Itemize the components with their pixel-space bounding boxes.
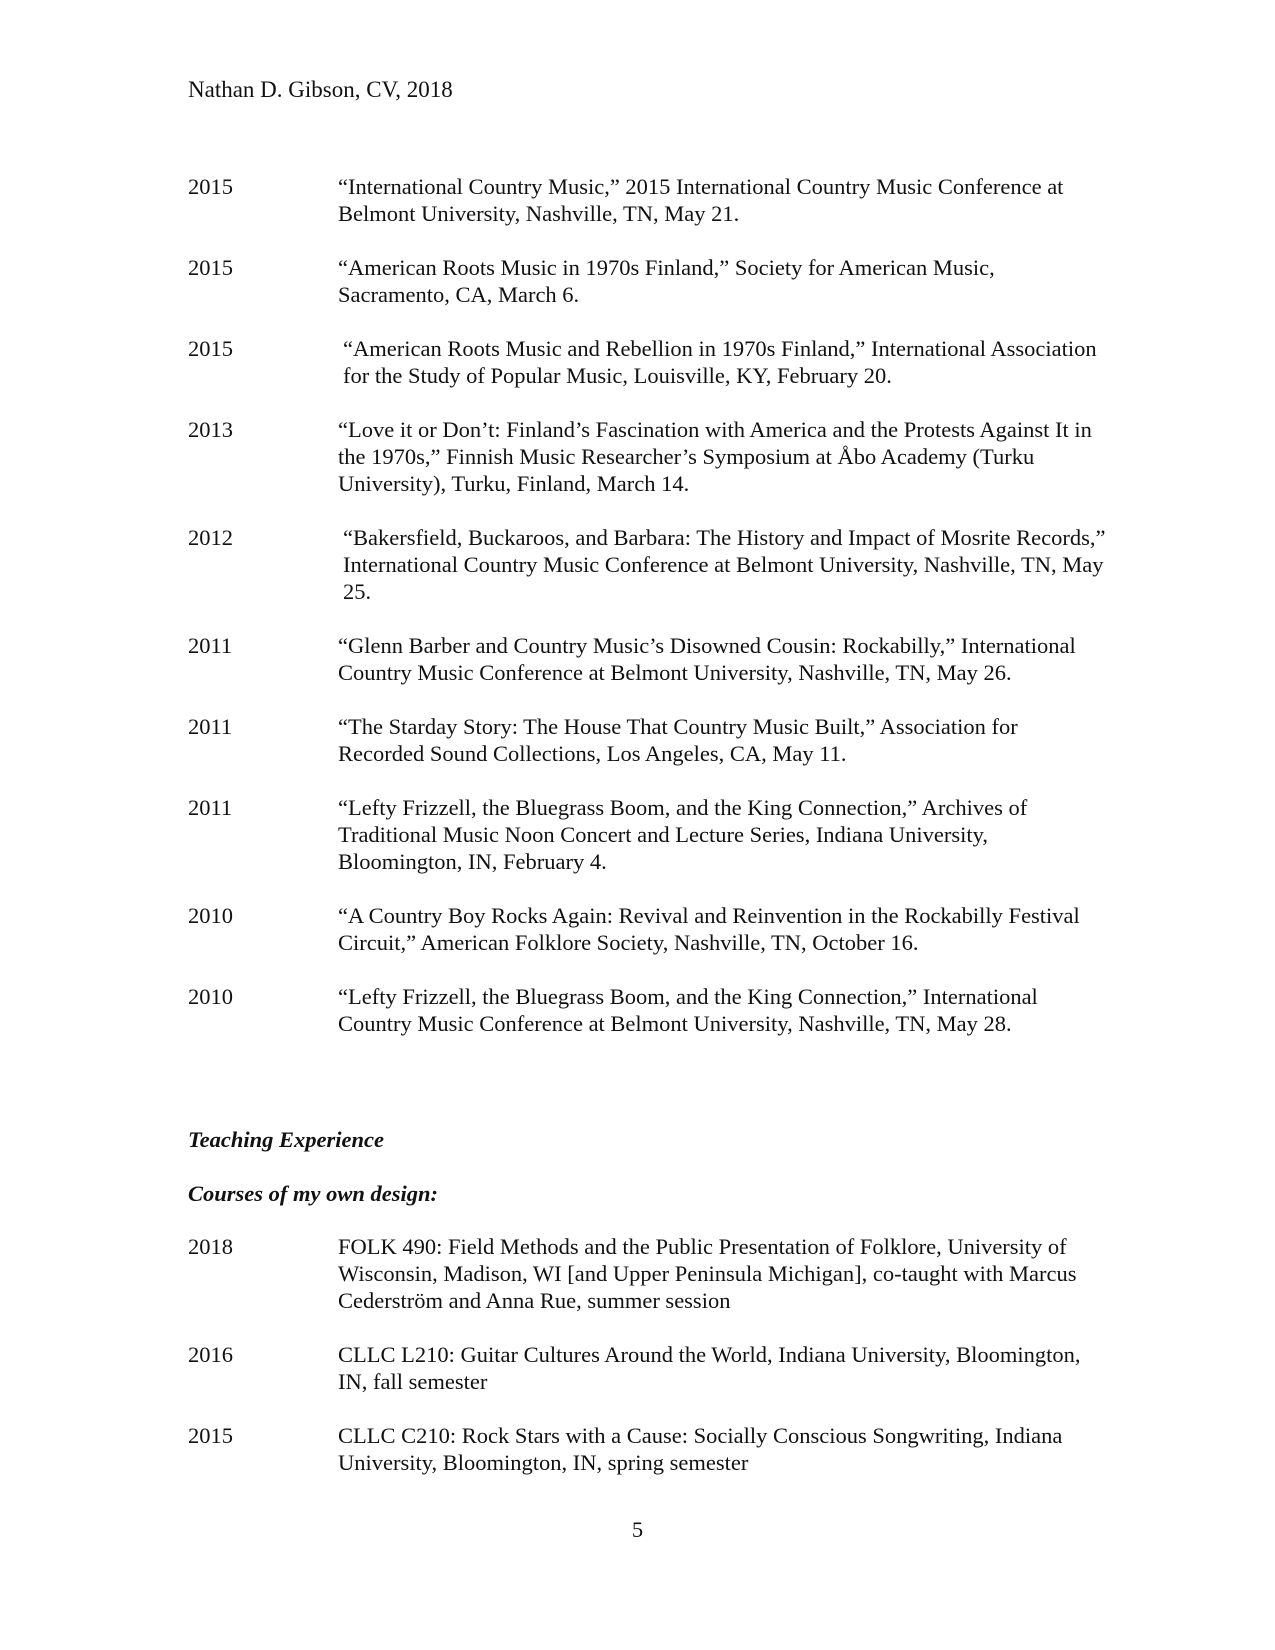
entry-year: 2010 — [188, 984, 233, 1009]
entry-text: “International Country Music,” 2015 International Country Music Conference at Belmont University, Nashville, TN, May 21. — [338, 174, 1064, 226]
list-item — [188, 632, 1108, 686]
page-number: 5 — [631, 1517, 644, 1542]
entry-year: 2012 — [188, 525, 233, 550]
list-item — [188, 173, 1108, 227]
entry-text: “Glenn Barber and Country Music’s Disowned Cousin: Rockabilly,” International Country Music Conference at Belmont University, Nashville, TN, May 26. — [338, 633, 1076, 685]
list-item — [188, 416, 1108, 497]
entry-year: 2011 — [188, 633, 233, 658]
course-text: CLLC L210: Guitar Cultures Around the World, Indiana University, Bloomington, IN, fall semester — [338, 1342, 1081, 1394]
course-text: CLLC C210: Rock Stars with a Cause: Socially Conscious Songwriting, Indiana University, Bloomington, IN, spring semester — [338, 1423, 1063, 1475]
entry-year: 2015 — [188, 174, 233, 199]
entry-text: “Bakersfield, Buckaroos, and Barbara: The History and Impact of Mosrite Records,” International Country Music Conference at Belmont University, Nashville, TN, May 25. — [343, 525, 1106, 604]
course-year: 2018 — [188, 1234, 233, 1259]
courses-list — [188, 1233, 1108, 1476]
entry-year: 2011 — [188, 714, 233, 739]
list-item — [188, 254, 1108, 308]
entry-text: “Love it or Don’t: Finland’s Fascination with America and the Protests Against It in the 1970s,” Finnish Music Researcher’s Symposium at Åbo Academy (Turku University), Turku, Finland, March 14. — [338, 417, 1092, 496]
running-header: Nathan D. Gibson, CV, 2018 — [188, 77, 453, 102]
list-item — [188, 335, 1108, 389]
list-item — [188, 713, 1108, 767]
presentations-list — [188, 173, 1108, 1037]
list-item — [188, 1233, 1108, 1314]
entry-text: “Lefty Frizzell, the Bluegrass Boom, and the King Connection,” Archives of Traditional Music Noon Concert and Lecture Series, Indiana University, Bloomington, IN, February 4. — [338, 795, 1028, 874]
entry-text: “Lefty Frizzell, the Bluegrass Boom, and the King Connection,” International Country Music Conference at Belmont University, Nashville, TN, May 28. — [338, 984, 1038, 1036]
section-subheading-courses: Courses of my own design: — [188, 1181, 439, 1206]
section-heading-teaching: Teaching Experience — [188, 1127, 385, 1152]
entry-text: “The Starday Story: The House That Country Music Built,” Association for Recorded Sound Collections, Los Angeles, CA, May 11. — [338, 714, 1018, 766]
course-text: FOLK 490: Field Methods and the Public Presentation of Folklore, University of Wisconsin, Madison, WI [and Upper Peninsula Michigan], co-taught with Marcus Cederström and Anna Rue, summer session — [338, 1234, 1077, 1313]
list-item — [188, 524, 1108, 605]
entry-year: 2013 — [188, 417, 233, 442]
list-item — [188, 983, 1108, 1037]
entry-text: “American Roots Music in 1970s Finland,” Society for American Music, Sacramento, CA, March 6. — [338, 255, 995, 307]
list-item — [188, 1341, 1108, 1395]
entry-text: “A Country Boy Rocks Again: Revival and Reinvention in the Rockabilly Festival Circuit,” American Folklore Society, Nashville, TN, October 16. — [338, 903, 1080, 955]
course-year: 2016 — [188, 1342, 233, 1367]
list-item — [188, 1422, 1108, 1476]
entry-year: 2010 — [188, 903, 233, 928]
entry-year: 2015 — [188, 336, 233, 361]
course-year: 2015 — [188, 1423, 233, 1448]
entry-text: “American Roots Music and Rebellion in 1970s Finland,” International Association for the Study of Popular Music, Louisville, KY, February 20. — [343, 336, 1097, 388]
list-item — [188, 902, 1108, 956]
list-item — [188, 794, 1108, 875]
entry-year: 2015 — [188, 255, 233, 280]
entry-year: 2011 — [188, 795, 233, 820]
